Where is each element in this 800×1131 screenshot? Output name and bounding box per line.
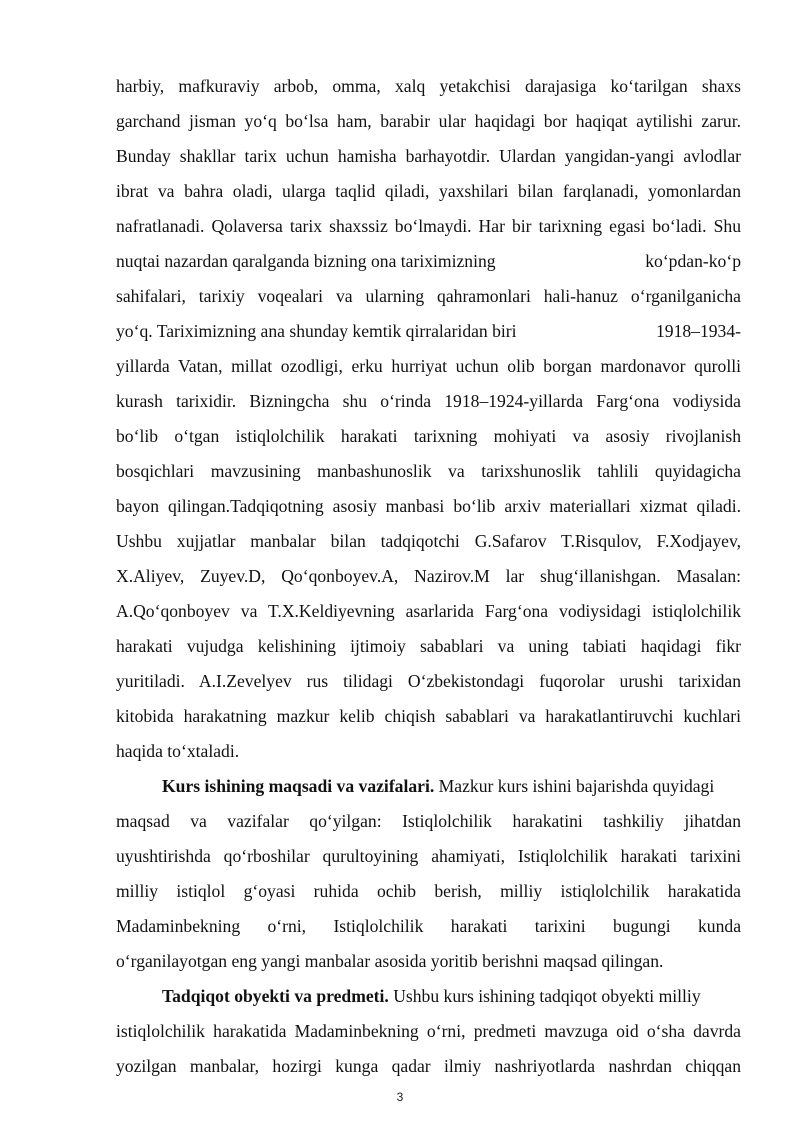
text-line: harakati vujudga kelishining ijtimoiy sabablari va uning tabiati haqidagi fikr	[116, 636, 741, 656]
text-line: Bunday shakllar tarix uchun hamisha barhayotdir. Ulardan yangidan-yangi avlodlar	[116, 146, 741, 166]
text-line: bayon qilingan.Tadqiqotning asosiy manbasi boʻlib arxiv materiallari xizmat qiladi.	[116, 496, 741, 516]
text-line: yozilgan manbalar, hozirgi kunga qadar ilmiy nashriyotlarda nashrdan chiqqan	[116, 1056, 741, 1076]
text-line: X.Aliyev, Zuyev.D, Qoʻqonboyev.A, Nazirov.M lar shugʻillanishgan. Masalan:	[116, 566, 741, 586]
text-line: garchand jisman yoʻq boʻlsa ham, barabir ular haqidagi bor haqiqat aytilishi zarur.	[116, 111, 741, 131]
text-line: istiqlolchilik harakatida Madaminbekning oʻrni, predmeti mavzuga oid oʻsha davrda	[116, 1021, 741, 1041]
text-line: Ushbu xujjatlar manbalar bilan tadqiqotchi G.Safarov T.Risqulov, F.Xodjayev,	[116, 531, 741, 551]
text-segment: Mazkur kurs ishini bajarishda quyidagi	[434, 776, 715, 796]
text-line: yuritiladi. A.I.Zevelyev rus tilidagi Oʻzbekistondagi fuqorolar urushi tarixidan	[116, 671, 741, 691]
text-line: haqida toʻxtaladi.	[116, 741, 240, 761]
text-line: A.Qoʻqonboyev va T.X.Keldiyevning asarlarida Fargʻona vodiysidagi istiqlolchilik	[116, 601, 741, 621]
section-heading: Kurs ishining maqsadi va vazifalari.	[162, 776, 435, 796]
text-line: maqsad va vazifalar qoʻyilgan: Istiqlolchilik harakatini tashkiliy jihatdan	[116, 811, 741, 831]
page-number: 3	[396, 1090, 404, 1104]
text-line: sahifalari, tarixiy voqealari va ularning qahramonlari hali-hanuz oʻrganilganicha	[116, 286, 741, 306]
text-line: yillarda Vatan, millat ozodligi, erku hurriyat uchun olib borgan mardonavor qurolli	[116, 356, 741, 376]
text-line: uyushtirishda qoʻrboshilar qurultoyining ahamiyati, Istiqlolchilik harakati tarixini	[116, 846, 741, 866]
text-line: kurash tarixidir. Bizningcha shu oʻrinda 1918–1924-yillarda Fargʻona vodiysida	[116, 391, 741, 411]
text-line: bosqichlari mavzusining manbashunoslik va tarixshunoslik tahlili quyidagicha	[116, 461, 741, 481]
text-segment: koʻpdan-koʻp	[645, 251, 741, 271]
text-line: harbiy, mafkuraviy arbob, omma, xalq yetakchisi darajasiga koʻtarilgan shaxs	[116, 76, 741, 96]
text-segment: Ushbu kurs ishining tadqiqot obyekti milliy	[388, 986, 701, 1006]
text-line: oʻrganilayotgan eng yangi manbalar asosida yoritib berishni maqsad qilingan.	[116, 951, 664, 971]
text-line	[116, 319, 741, 343]
section-heading-line	[162, 774, 741, 798]
text-segment: yoʻq. Tariximizning ana shunday kemtik qirralaridan biri	[116, 321, 517, 341]
text-line: kitobida harakatning mazkur kelib chiqish sabablari va harakatlantiruvchi kuchlari	[116, 706, 741, 726]
text-segment: 1918–1934-	[655, 321, 741, 341]
section-heading: Tadqiqot obyekti va predmeti.	[162, 986, 389, 1006]
text-line: milliy istiqlol gʻoyasi ruhida ochib berish, milliy istiqlolchilik harakatida	[116, 881, 741, 901]
text-line	[116, 249, 741, 273]
text-line: boʻlib oʻtgan istiqlolchilik harakati tarixning mohiyati va asosiy rivojlanish	[116, 426, 741, 446]
text-line: ibrat va bahra oladi, ularga taqlid qiladi, yaxshilari bilan farqlanadi, yomonlardan	[116, 181, 741, 201]
text-segment: nuqtai nazardan qaralganda bizning ona tariximizning	[116, 251, 496, 271]
text-line: Madaminbekning oʻrni, Istiqlolchilik harakati tarixini bugungi kunda	[116, 916, 741, 936]
text-line: nafratlanadi. Qolaversa tarix shaxssiz boʻlmaydi. Har bir tarixning egasi boʻladi. Shu	[116, 216, 741, 236]
section-heading-line	[162, 984, 741, 1008]
